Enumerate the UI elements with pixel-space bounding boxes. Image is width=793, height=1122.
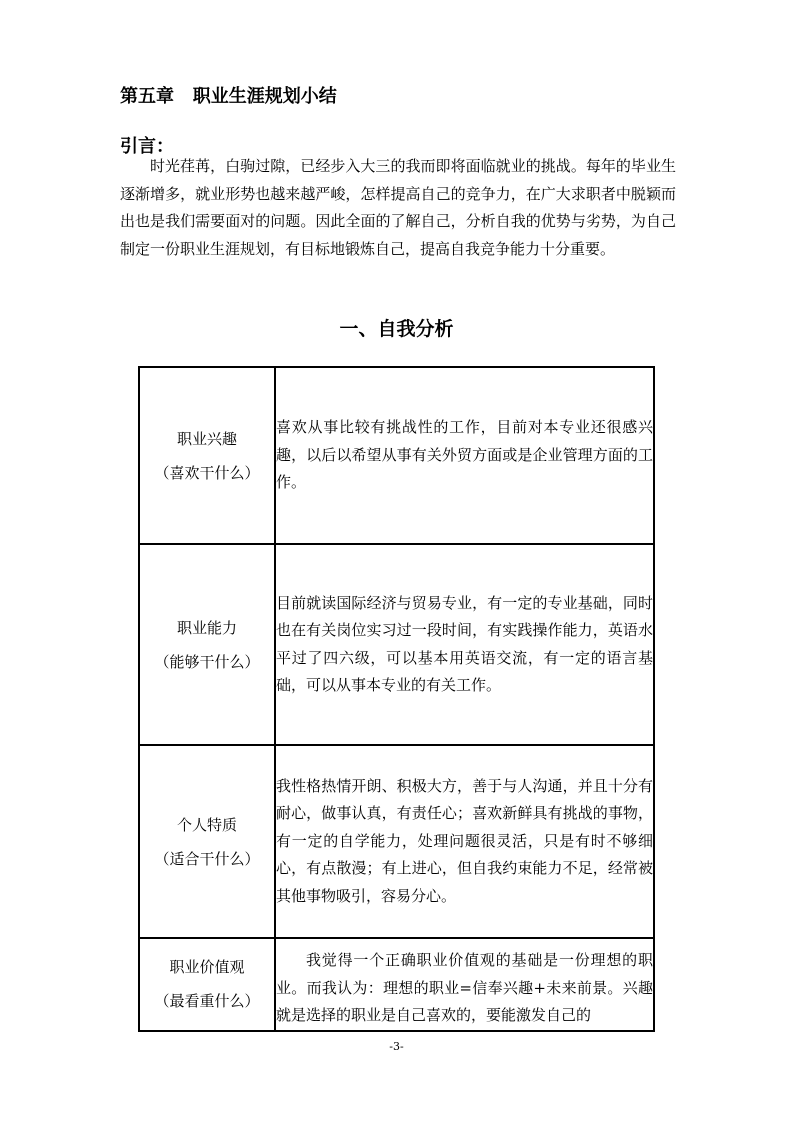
chapter-title: 第五章 职业生涯规划小结	[120, 86, 337, 107]
intro-paragraph: 时光荏苒，白驹过隙，已经步入大三的我而即将面临就业的挑战。每年的毕业生逐渐增多，就业形势也越来越严峻，怎样提高自己的竞争力，在广大求职者中脱颖而出也是我们需要面对的问题。因此全面的了解自己，分析自我的优势与劣势，为自己制定一份职业生涯规划，有目标地锻炼自己，提高自我竞争能力十分重要。	[120, 157, 676, 258]
row-label: 职业能力	[176, 618, 237, 637]
row-label-cell	[139, 938, 275, 1031]
row-label-cell	[139, 544, 275, 745]
row-sublabel: （能够干什么）	[154, 652, 260, 671]
row-content: 我觉得一个正确职业价值观的基础是一份理想的职业。而我认为：理想的职业=信奉兴趣+未来前景。兴趣就是选择的职业是自己喜欢的，要能激发自己的	[276, 951, 653, 1024]
intro-heading: 引言：	[120, 136, 174, 157]
row-content: 喜欢从事比较有挑战性的工作，目前对本专业还很感兴趣，以后以希望从事有关外贸方面或是企业管理方面的工作。	[275, 367, 654, 544]
row-label-cell	[139, 745, 275, 938]
row-content-cell	[275, 938, 654, 1031]
row-label: 职业价值观	[169, 958, 245, 977]
row-label: 职业兴趣	[176, 429, 237, 448]
row-content: 目前就读国际经济与贸易专业，有一定的专业基础，同时也在有关岗位实习过一段时间，有实践操作能力，英语水平过了四六级，可以基本用英语交流，有一定的语言基础，可以从事本专业的有关工作。	[275, 544, 654, 745]
self-analysis-table	[138, 366, 655, 1032]
table-row	[139, 544, 654, 745]
table-row	[139, 367, 654, 544]
section-heading-self-analysis: 一、自我分析	[339, 318, 454, 340]
table-row	[139, 745, 654, 938]
page-number: -3-	[389, 1040, 404, 1053]
row-sublabel: （最看重什么）	[154, 992, 260, 1011]
row-sublabel: （喜欢干什么）	[154, 463, 260, 482]
table-row	[139, 938, 654, 1031]
row-sublabel: （适合干什么）	[154, 849, 260, 868]
row-label-cell	[139, 367, 275, 544]
row-label: 个人特质	[176, 815, 237, 834]
row-content: 我性格热情开朗、积极大方，善于与人沟通，并且十分有耐心，做事认真，有责任心；喜欢新鲜具有挑战的事物，有一定的自学能力，处理问题很灵活，只是有时不够细心，有点散漫；有上进心，但自我约束能力不足，经常被其他事物吸引，容易分心。	[275, 745, 654, 938]
